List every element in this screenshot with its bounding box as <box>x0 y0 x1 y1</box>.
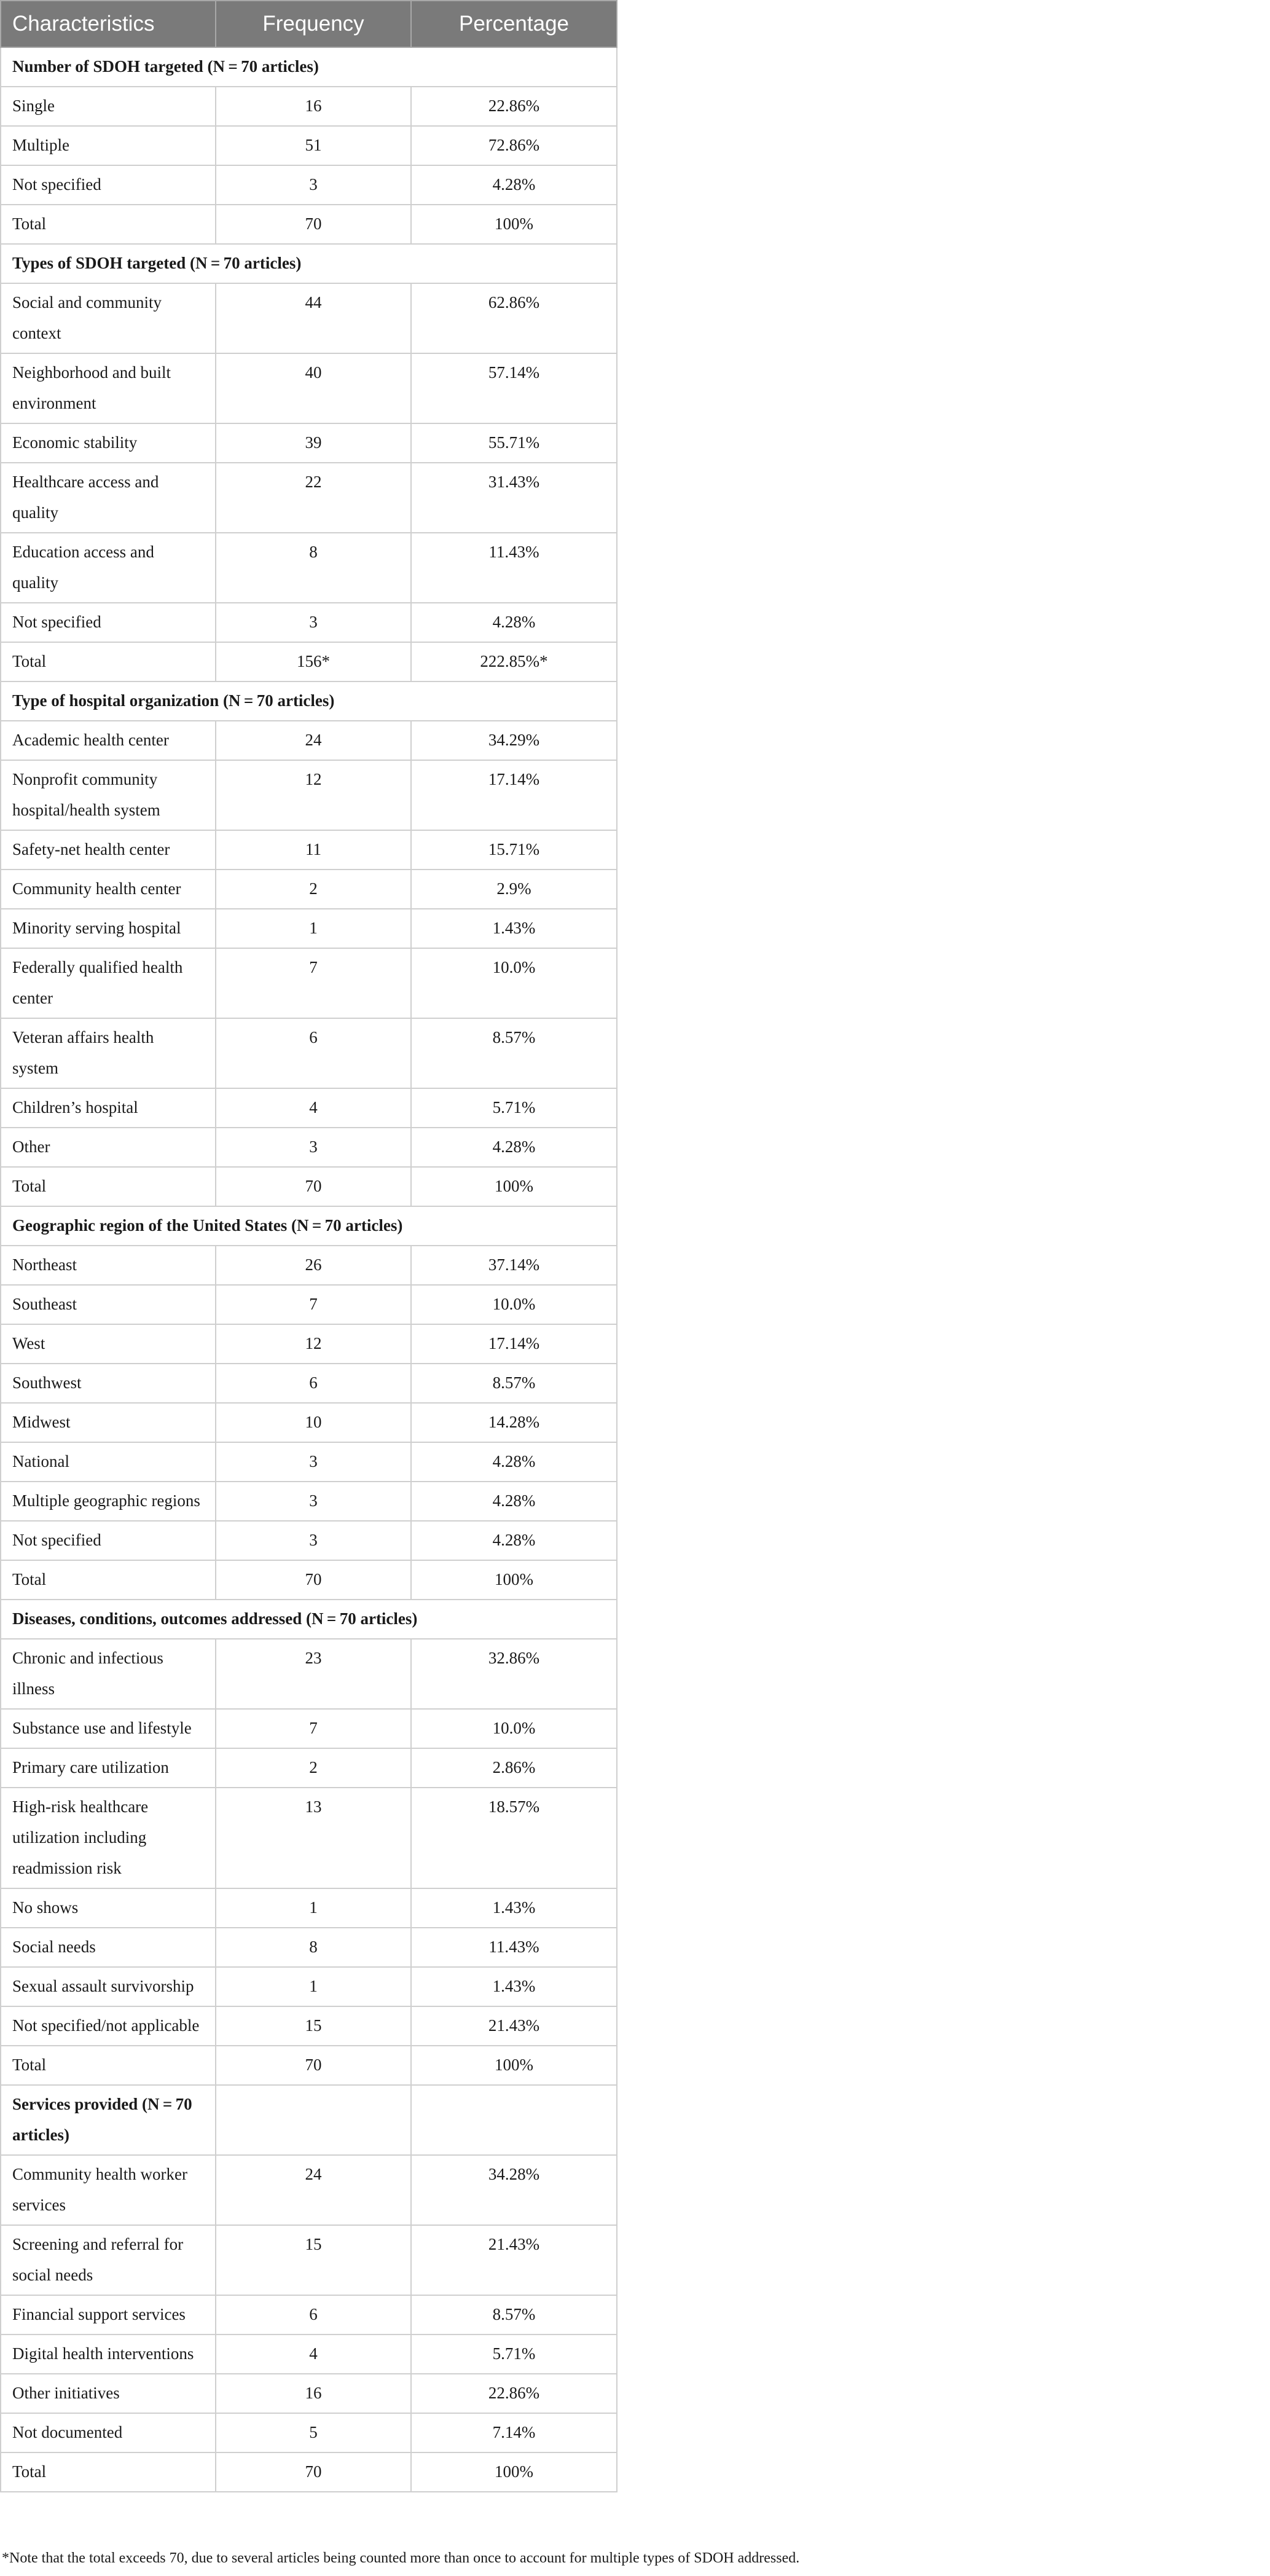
row-label-cell: Education access and quality <box>1 533 216 603</box>
row-label-cell: Total <box>1 205 216 244</box>
table-row <box>1 283 617 353</box>
frequency-cell: 3 <box>216 165 411 205</box>
percentage-cell: 4.28% <box>411 1482 617 1521</box>
row-label-cell: Total <box>1 1560 216 1600</box>
table-row <box>1 2006 617 2046</box>
row-label-cell: Healthcare access and quality <box>1 463 216 533</box>
table-row <box>1 2452 617 2492</box>
row-label-cell: Social and community context <box>1 283 216 353</box>
table-row <box>1 1748 617 1788</box>
header-frequency: Frequency <box>216 1 411 47</box>
row-label-cell: Total <box>1 2046 216 2085</box>
frequency-cell: 12 <box>216 760 411 830</box>
frequency-cell: 8 <box>216 533 411 603</box>
frequency-cell: 1 <box>216 1888 411 1928</box>
footnote: *Note that the total exceeds 70, due to several articles being counted more than once to account for multiple types of SDOH addressed. <box>2 2550 800 2566</box>
row-label-cell: National <box>1 1442 216 1482</box>
percentage-cell: 100% <box>411 1167 617 1206</box>
frequency-cell: 26 <box>216 1246 411 1285</box>
table-row <box>1 2046 617 2085</box>
percentage-cell: 15.71% <box>411 830 617 870</box>
frequency-cell: 12 <box>216 1324 411 1364</box>
table-row <box>1 1521 617 1560</box>
section-header-row <box>1 681 617 721</box>
frequency-cell: 4 <box>216 1088 411 1128</box>
table-row <box>1 1888 617 1928</box>
table-row <box>1 2334 617 2374</box>
frequency-cell: 2 <box>216 1748 411 1788</box>
table-row <box>1 353 617 423</box>
percentage-cell: 5.71% <box>411 1088 617 1128</box>
table-row <box>1 2225 617 2295</box>
percentage-cell: 14.28% <box>411 1403 617 1442</box>
table-row <box>1 165 617 205</box>
frequency-cell: 3 <box>216 603 411 642</box>
percentage-cell: 4.28% <box>411 165 617 205</box>
section-title: Number of SDOH targeted (N = 70 articles) <box>1 47 617 87</box>
table-row <box>1 760 617 830</box>
table-row <box>1 2155 617 2225</box>
table-row <box>1 2413 617 2452</box>
frequency-cell: 11 <box>216 830 411 870</box>
frequency-cell: 24 <box>216 721 411 760</box>
frequency-cell: 4 <box>216 2334 411 2374</box>
table-row <box>1 205 617 244</box>
table-row <box>1 721 617 760</box>
row-label-cell: Veteran affairs health system <box>1 1018 216 1088</box>
percentage-cell: 5.71% <box>411 2334 617 2374</box>
row-label-cell: Nonprofit community hospital/health system <box>1 760 216 830</box>
table-row <box>1 1788 617 1888</box>
section-header-row <box>1 2085 617 2155</box>
row-label-cell: Chronic and infectious illness <box>1 1639 216 1709</box>
row-label-cell: Multiple geographic regions <box>1 1482 216 1521</box>
row-label-cell: Not specified <box>1 1521 216 1560</box>
percentage-cell: 34.29% <box>411 721 617 760</box>
row-label-cell: Southeast <box>1 1285 216 1324</box>
frequency-cell: 15 <box>216 2006 411 2046</box>
header-characteristics: Characteristics <box>1 1 216 47</box>
frequency-cell: 39 <box>216 423 411 463</box>
row-label-cell: West <box>1 1324 216 1364</box>
frequency-cell: 70 <box>216 205 411 244</box>
section-header-row <box>1 47 617 87</box>
row-label-cell: Not documented <box>1 2413 216 2452</box>
row-label-cell: Southwest <box>1 1364 216 1403</box>
row-label-cell: No shows <box>1 1888 216 1928</box>
row-label-cell: Other initiatives <box>1 2374 216 2413</box>
row-label-cell: Not specified <box>1 603 216 642</box>
row-label-cell: Federally qualified health center <box>1 948 216 1018</box>
frequency-cell: 1 <box>216 909 411 948</box>
table-row <box>1 2374 617 2413</box>
table-row <box>1 603 617 642</box>
row-label-cell: Total <box>1 2452 216 2492</box>
frequency-cell: 40 <box>216 353 411 423</box>
section-header-row <box>1 244 617 283</box>
row-label-cell: Northeast <box>1 1246 216 1285</box>
empty-cell <box>216 2085 411 2155</box>
percentage-cell: 57.14% <box>411 353 617 423</box>
row-label-cell: Community health center <box>1 870 216 909</box>
table-row <box>1 1928 617 1967</box>
row-label-cell: Academic health center <box>1 721 216 760</box>
table-row <box>1 1285 617 1324</box>
percentage-cell: 34.28% <box>411 2155 617 2225</box>
frequency-cell: 70 <box>216 1167 411 1206</box>
frequency-cell: 6 <box>216 2295 411 2334</box>
percentage-cell: 7.14% <box>411 2413 617 2452</box>
row-label-cell: Not specified <box>1 165 216 205</box>
table-row <box>1 870 617 909</box>
percentage-cell: 31.43% <box>411 463 617 533</box>
table-row <box>1 1403 617 1442</box>
frequency-cell: 7 <box>216 1285 411 1324</box>
row-label-cell: Other <box>1 1128 216 1167</box>
table-row <box>1 830 617 870</box>
section-header-row <box>1 1600 617 1639</box>
frequency-cell: 1 <box>216 1967 411 2006</box>
header-percentage: Percentage <box>411 1 617 47</box>
frequency-cell: 24 <box>216 2155 411 2225</box>
table-row <box>1 1167 617 1206</box>
frequency-cell: 70 <box>216 1560 411 1600</box>
percentage-cell: 62.86% <box>411 283 617 353</box>
percentage-cell: 17.14% <box>411 1324 617 1364</box>
row-label-cell: Not specified/not applicable <box>1 2006 216 2046</box>
percentage-cell: 32.86% <box>411 1639 617 1709</box>
frequency-cell: 3 <box>216 1482 411 1521</box>
table-row <box>1 1967 617 2006</box>
row-label-cell: Multiple <box>1 126 216 165</box>
percentage-cell: 22.86% <box>411 87 617 126</box>
percentage-cell: 8.57% <box>411 1018 617 1088</box>
section-title: Types of SDOH targeted (N = 70 articles) <box>1 244 617 283</box>
section-title: Diseases, conditions, outcomes addressed (N = 70 articles) <box>1 1600 617 1639</box>
percentage-cell: 100% <box>411 2452 617 2492</box>
table-row <box>1 1709 617 1748</box>
percentage-cell: 2.86% <box>411 1748 617 1788</box>
table-row <box>1 463 617 533</box>
percentage-cell: 10.0% <box>411 1285 617 1324</box>
row-label-cell: Neighborhood and built environment <box>1 353 216 423</box>
header-row <box>1 1 617 47</box>
percentage-cell: 10.0% <box>411 1709 617 1748</box>
percentage-cell: 100% <box>411 1560 617 1600</box>
percentage-cell: 100% <box>411 2046 617 2085</box>
percentage-cell: 17.14% <box>411 760 617 830</box>
percentage-cell: 11.43% <box>411 533 617 603</box>
percentage-cell: 22.86% <box>411 2374 617 2413</box>
frequency-cell: 2 <box>216 870 411 909</box>
table-body <box>1 47 617 2492</box>
frequency-cell: 16 <box>216 87 411 126</box>
row-label-cell: Sexual assault survivorship <box>1 1967 216 2006</box>
percentage-cell: 1.43% <box>411 1888 617 1928</box>
percentage-cell: 11.43% <box>411 1928 617 1967</box>
frequency-cell: 10 <box>216 1403 411 1442</box>
section-title: Geographic region of the United States (N = 70 articles) <box>1 1206 617 1246</box>
percentage-cell: 18.57% <box>411 1788 617 1888</box>
percentage-cell: 100% <box>411 205 617 244</box>
table-row <box>1 1560 617 1600</box>
percentage-cell: 72.86% <box>411 126 617 165</box>
section-header-row <box>1 1206 617 1246</box>
table-row <box>1 87 617 126</box>
percentage-cell: 10.0% <box>411 948 617 1018</box>
frequency-cell: 16 <box>216 2374 411 2413</box>
table-row <box>1 1442 617 1482</box>
frequency-cell: 7 <box>216 1709 411 1748</box>
row-label-cell: Economic stability <box>1 423 216 463</box>
section-title: Services provided (N = 70 articles) <box>1 2085 216 2155</box>
table-row <box>1 1482 617 1521</box>
table-row <box>1 948 617 1018</box>
row-label-cell: Financial support services <box>1 2295 216 2334</box>
table-row <box>1 1088 617 1128</box>
row-label-cell: High-risk healthcare utilization including readmission risk <box>1 1788 216 1888</box>
percentage-cell: 1.43% <box>411 909 617 948</box>
frequency-cell: 51 <box>216 126 411 165</box>
frequency-cell: 13 <box>216 1788 411 1888</box>
percentage-cell: 4.28% <box>411 1128 617 1167</box>
row-label-cell: Safety-net health center <box>1 830 216 870</box>
frequency-cell: 8 <box>216 1928 411 1967</box>
table-row <box>1 1364 617 1403</box>
empty-cell <box>411 2085 617 2155</box>
percentage-cell: 21.43% <box>411 2006 617 2046</box>
percentage-cell: 1.43% <box>411 1967 617 2006</box>
row-label-cell: Community health worker services <box>1 2155 216 2225</box>
table-row <box>1 1246 617 1285</box>
frequency-cell: 3 <box>216 1442 411 1482</box>
row-label-cell: Total <box>1 1167 216 1206</box>
percentage-cell: 21.43% <box>411 2225 617 2295</box>
characteristics-table <box>0 0 617 2492</box>
frequency-cell: 6 <box>216 1018 411 1088</box>
table-row <box>1 1639 617 1709</box>
percentage-cell: 8.57% <box>411 1364 617 1403</box>
row-label-cell: Social needs <box>1 1928 216 1967</box>
frequency-cell: 22 <box>216 463 411 533</box>
percentage-cell: 222.85%* <box>411 642 617 681</box>
percentage-cell: 37.14% <box>411 1246 617 1285</box>
frequency-cell: 6 <box>216 1364 411 1403</box>
table-row <box>1 1128 617 1167</box>
percentage-cell: 4.28% <box>411 1442 617 1482</box>
table-container <box>0 0 616 2492</box>
row-label-cell: Total <box>1 642 216 681</box>
frequency-cell: 70 <box>216 2452 411 2492</box>
percentage-cell: 55.71% <box>411 423 617 463</box>
row-label-cell: Children’s hospital <box>1 1088 216 1128</box>
row-label-cell: Minority serving hospital <box>1 909 216 948</box>
frequency-cell: 3 <box>216 1128 411 1167</box>
table-row <box>1 1324 617 1364</box>
row-label-cell: Midwest <box>1 1403 216 1442</box>
row-label-cell: Digital health interventions <box>1 2334 216 2374</box>
table-row <box>1 2295 617 2334</box>
frequency-cell: 70 <box>216 2046 411 2085</box>
frequency-cell: 5 <box>216 2413 411 2452</box>
table-row <box>1 126 617 165</box>
row-label-cell: Single <box>1 87 216 126</box>
table-row <box>1 533 617 603</box>
section-title: Type of hospital organization (N = 70 articles) <box>1 681 617 721</box>
table-row <box>1 423 617 463</box>
table-row <box>1 909 617 948</box>
row-label-cell: Screening and referral for social needs <box>1 2225 216 2295</box>
frequency-cell: 15 <box>216 2225 411 2295</box>
percentage-cell: 2.9% <box>411 870 617 909</box>
frequency-cell: 3 <box>216 1521 411 1560</box>
percentage-cell: 4.28% <box>411 1521 617 1560</box>
frequency-cell: 7 <box>216 948 411 1018</box>
percentage-cell: 4.28% <box>411 603 617 642</box>
table-row <box>1 1018 617 1088</box>
frequency-cell: 44 <box>216 283 411 353</box>
frequency-cell: 156* <box>216 642 411 681</box>
percentage-cell: 8.57% <box>411 2295 617 2334</box>
row-label-cell: Substance use and lifestyle <box>1 1709 216 1748</box>
row-label-cell: Primary care utilization <box>1 1748 216 1788</box>
table-row <box>1 642 617 681</box>
frequency-cell: 23 <box>216 1639 411 1709</box>
